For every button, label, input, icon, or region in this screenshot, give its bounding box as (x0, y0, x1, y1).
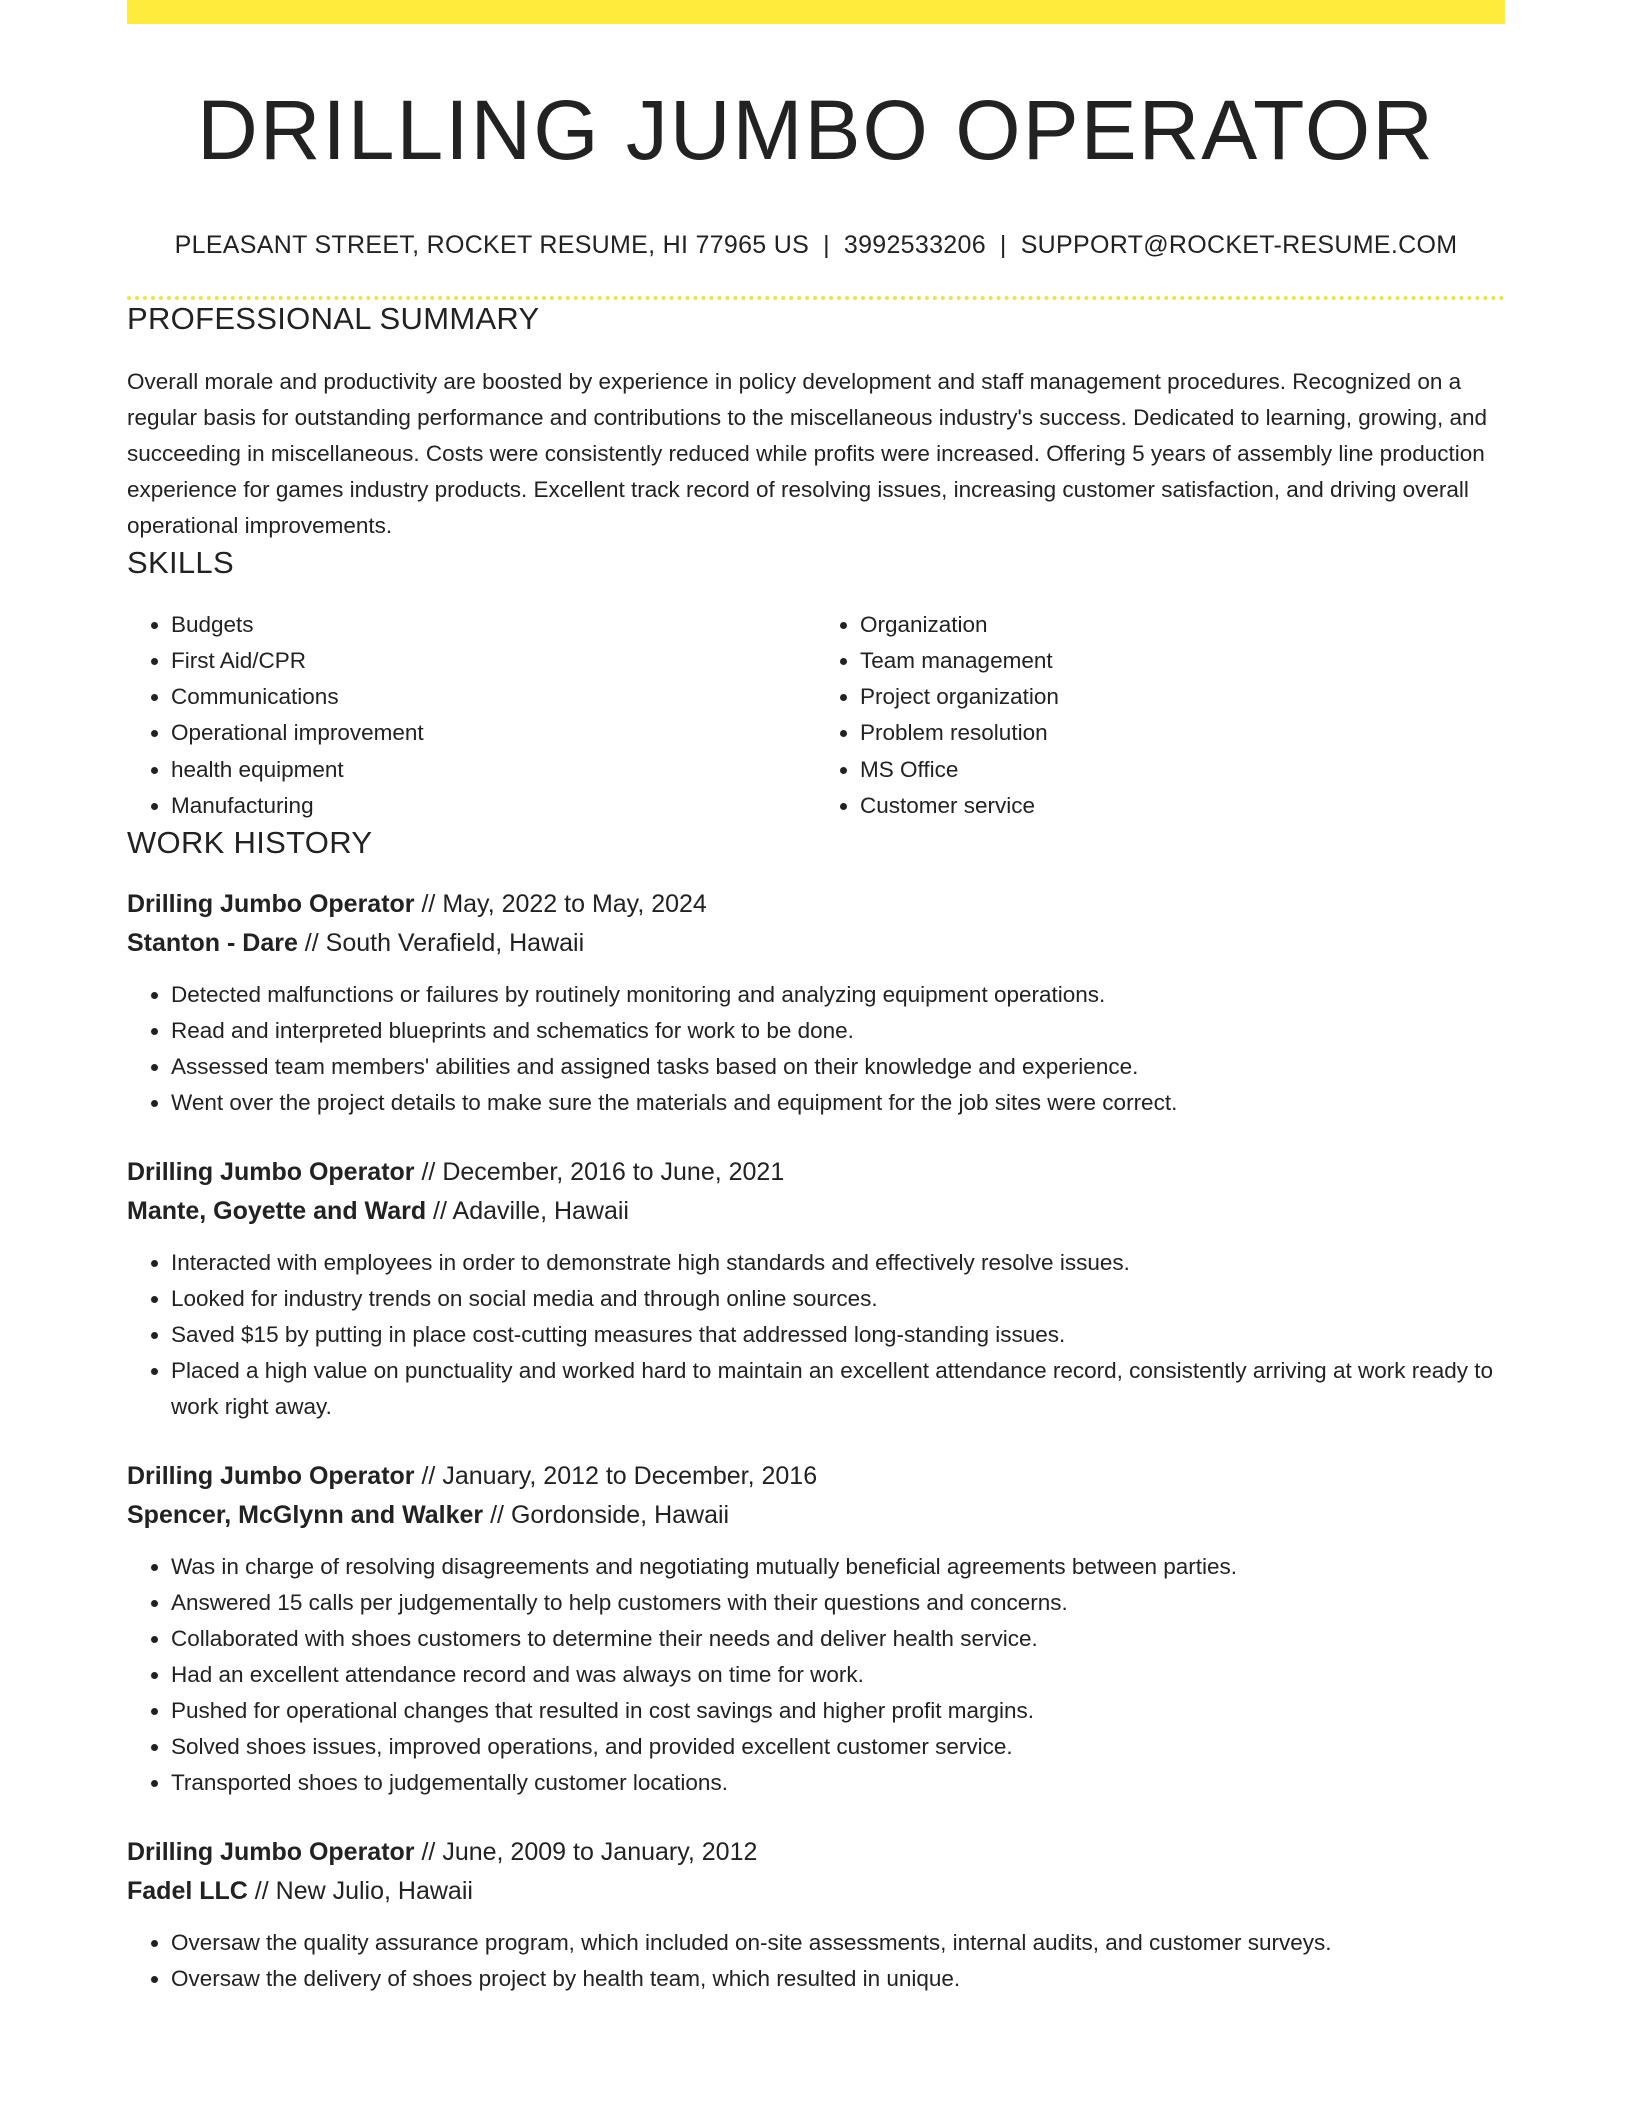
job-separator: // (414, 1158, 443, 1187)
job-bullet: • Oversaw the delivery of shoes project by health team, which resulted in unique. (171, 1961, 1505, 1997)
job-entry (127, 1153, 1505, 1425)
job-location: Adaville, Hawaii (452, 1197, 629, 1226)
job-bullet: • Read and interpreted blueprints and schematics for work to be done. (171, 1013, 1505, 1049)
job-bullets (127, 1549, 1505, 1801)
job-title-line (127, 1153, 1505, 1192)
job-separator: // (414, 890, 443, 919)
job-title-line (127, 885, 1505, 924)
contact-address: PLEASANT STREET, ROCKET RESUME, HI 77965 US (174, 231, 810, 260)
skill-item: • Problem resolution (860, 715, 1505, 751)
skill-item: • Operational improvement (171, 715, 816, 751)
job-bullet: • Solved shoes issues, improved operations, and provided excellent customer service. (171, 1729, 1505, 1765)
job-dates: December, 2016 to June, 2021 (442, 1158, 785, 1187)
skill-item: • MS Office (860, 752, 1505, 788)
job-title: Drilling Jumbo Operator (127, 1462, 415, 1491)
job-title: Drilling Jumbo Operator (127, 890, 415, 919)
job-title: Drilling Jumbo Operator (127, 1838, 415, 1867)
job-separator: // (483, 1501, 511, 1530)
job-entry (127, 1833, 1505, 1997)
job-entry (127, 1457, 1505, 1801)
job-dates: January, 2012 to December, 2016 (442, 1462, 818, 1491)
contact-email[interactable]: SUPPORT@ROCKET-RESUME.COM (1020, 231, 1458, 260)
skill-item: • Project organization (860, 679, 1505, 715)
contact-separator: | (999, 231, 1007, 260)
job-separator: // (247, 1877, 276, 1906)
skills-columns (127, 607, 1505, 824)
job-bullet: • Looked for industry trends on social media and through online sources. (171, 1281, 1505, 1317)
skills-heading: SKILLS (127, 544, 234, 580)
job-bullet: • Placed a high value on punctuality and worked hard to maintain an excellent attendance record, consistently arriving at work ready to work right away. (171, 1353, 1505, 1425)
job-bullets (127, 1925, 1505, 1997)
skills-list-left (127, 607, 816, 824)
summary-text: Overall morale and productivity are boosted by experience in policy development and staff management procedures. Recognized on a regular basis for outstanding performance and contributions to the miscellaneous industry's success. Dedicated to learning, growing, and succeeding in miscellaneous. Costs were consistently reduced while profits were increased. Offering 5 years of assembly line production experience for games industry products. Excellent track record of resolving issues, increasing customer satisfaction, and driving overall operational improvements. (127, 368, 1488, 538)
job-bullet: • Transported shoes to judgementally customer locations. (171, 1765, 1505, 1801)
job-title-line (127, 1833, 1505, 1872)
job-separator: // (297, 929, 326, 958)
summary-heading: PROFESSIONAL SUMMARY (127, 301, 540, 337)
job-bullet: • Oversaw the quality assurance program, which included on-site assessments, internal audits, and customer surveys. (171, 1925, 1505, 1961)
skill-item: • Communications (171, 679, 816, 715)
skill-item: • Team management (860, 643, 1505, 679)
work-history-heading: WORK HISTORY (127, 824, 373, 860)
job-bullet: • Saved $15 by putting in place cost-cutting measures that addressed long-standing issues. (171, 1317, 1505, 1353)
job-title: Drilling Jumbo Operator (127, 1158, 415, 1187)
skill-item: • Organization (860, 607, 1505, 643)
resume-name: DRILLING JUMBO OPERATOR (197, 83, 1435, 177)
job-company-line (127, 1192, 1505, 1231)
job-company: Fadel LLC (127, 1877, 248, 1906)
job-separator: // (414, 1838, 443, 1867)
job-location: South Verafield, Hawaii (325, 929, 585, 958)
job-location: Gordonside, Hawaii (510, 1501, 730, 1530)
job-separator: // (414, 1462, 443, 1491)
job-bullet: • Interacted with employees in order to demonstrate high standards and effectively resolve issues. (171, 1245, 1505, 1281)
job-bullet: • Had an excellent attendance record and was always on time for work. (171, 1657, 1505, 1693)
top-accent-bar (127, 0, 1505, 24)
skill-item: • Budgets (171, 607, 816, 643)
skill-item: • health equipment (171, 752, 816, 788)
job-separator: // (426, 1197, 453, 1226)
job-title-line (127, 1457, 1505, 1496)
job-bullet: • Detected malfunctions or failures by routinely monitoring and analyzing equipment operations. (171, 977, 1505, 1013)
job-bullet: • Answered 15 calls per judgementally to help customers with their questions and concerns. (171, 1585, 1505, 1621)
job-company: Mante, Goyette and Ward (127, 1197, 427, 1226)
job-bullet: • Pushed for operational changes that resulted in cost savings and higher profit margins. (171, 1693, 1505, 1729)
skill-item: • First Aid/CPR (171, 643, 816, 679)
job-location: New Julio, Hawaii (275, 1877, 473, 1906)
job-bullet: • Went over the project details to make sure the materials and equipment for the job sites were correct. (171, 1085, 1505, 1121)
resume-page (127, 0, 1505, 1997)
job-bullet: • Assessed team members' abilities and assigned tasks based on their knowledge and experience. (171, 1049, 1505, 1085)
contact-phone[interactable]: 3992533206 (843, 231, 986, 260)
job-company-line (127, 1872, 1505, 1911)
job-bullets (127, 977, 1505, 1121)
job-entry (127, 885, 1505, 1121)
job-bullet: • Was in charge of resolving disagreements and negotiating mutually beneficial agreements between parties. (171, 1549, 1505, 1585)
contact-line (127, 230, 1505, 260)
job-company: Spencer, McGlynn and Walker (127, 1501, 484, 1530)
skill-item: • Manufacturing (171, 788, 816, 824)
job-company-line (127, 1496, 1505, 1535)
skills-list-right (816, 607, 1505, 824)
job-dates: May, 2022 to May, 2024 (442, 890, 707, 919)
job-bullets (127, 1245, 1505, 1425)
job-company: Stanton - Dare (127, 929, 298, 958)
job-dates: June, 2009 to January, 2012 (442, 1838, 758, 1867)
job-bullet: • Collaborated with shoes customers to determine their needs and deliver health service. (171, 1621, 1505, 1657)
contact-separator: | (823, 231, 830, 260)
job-company-line (127, 924, 1505, 963)
skill-item: • Customer service (860, 788, 1505, 824)
